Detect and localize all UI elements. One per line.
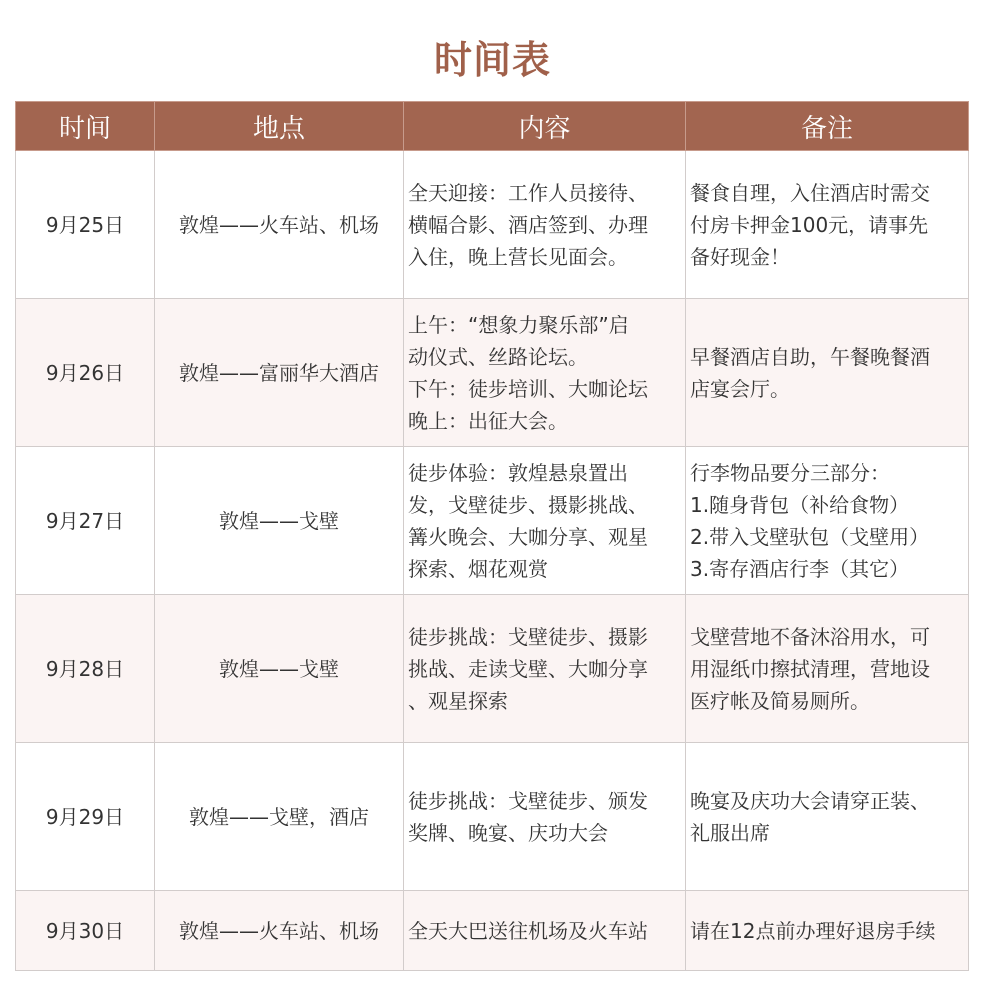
table-header-row <box>16 102 969 151</box>
cell-content: 徒步挑战：戈壁徒步、颁发 奖牌、晚宴、庆功大会 <box>404 743 686 891</box>
cell-time: 9月30日 <box>16 891 155 971</box>
cell-time: 9月29日 <box>16 743 155 891</box>
header-note: 备注 <box>686 102 969 151</box>
cell-note: 早餐酒店自助，午餐晚餐酒 店宴会厅。 <box>686 299 969 447</box>
table-row <box>16 299 969 447</box>
table-row <box>16 447 969 595</box>
table-row <box>16 151 969 299</box>
cell-place: 敦煌——火车站、机场 <box>155 151 404 299</box>
cell-place: 敦煌——戈壁 <box>155 595 404 743</box>
cell-content: 全天迎接：工作人员接待、 横幅合影、酒店签到、办理 入住，晚上营长见面会。 <box>404 151 686 299</box>
schedule-table <box>15 101 969 971</box>
header-time: 时间 <box>16 102 155 151</box>
table-row <box>16 595 969 743</box>
table-row <box>16 891 969 971</box>
cell-place: 敦煌——富丽华大酒店 <box>155 299 404 447</box>
cell-time: 9月27日 <box>16 447 155 595</box>
cell-content: 全天大巴送往机场及火车站 <box>404 891 686 971</box>
cell-content: 徒步体验：敦煌悬泉置出 发，戈壁徒步、摄影挑战、 篝火晚会、大咖分享、观星 探索、烟花观赏 <box>404 447 686 595</box>
cell-content: 上午：“想象力聚乐部”启 动仪式、丝路论坛。 下午：徒步培训、大咖论坛 晚上：出征大会。 <box>404 299 686 447</box>
table-row <box>16 743 969 891</box>
cell-content: 徒步挑战：戈壁徒步、摄影 挑战、走读戈壁、大咖分享 、观星探索 <box>404 595 686 743</box>
cell-place: 敦煌——戈壁 <box>155 447 404 595</box>
cell-note: 餐食自理，入住酒店时需交 付房卡押金100元，请事先 备好现金！ <box>686 151 969 299</box>
cell-place: 敦煌——戈壁，酒店 <box>155 743 404 891</box>
cell-note: 请在12点前办理好退房手续 <box>686 891 969 971</box>
cell-note: 行李物品要分三部分： 1.随身背包（补给食物） 2.带入戈壁驮包（戈壁用） 3.寄存酒店行李（其它） <box>686 447 969 595</box>
page-title: 时间表 <box>433 38 551 82</box>
header-content: 内容 <box>404 102 686 151</box>
cell-time: 9月25日 <box>16 151 155 299</box>
header-place: 地点 <box>155 102 404 151</box>
cell-note: 戈壁营地不备沐浴用水，可 用湿纸巾擦拭清理，营地设 医疗帐及简易厕所。 <box>686 595 969 743</box>
cell-time: 9月28日 <box>16 595 155 743</box>
cell-place: 敦煌——火车站、机场 <box>155 891 404 971</box>
cell-note: 晚宴及庆功大会请穿正装、 礼服出席 <box>686 743 969 891</box>
cell-time: 9月26日 <box>16 299 155 447</box>
